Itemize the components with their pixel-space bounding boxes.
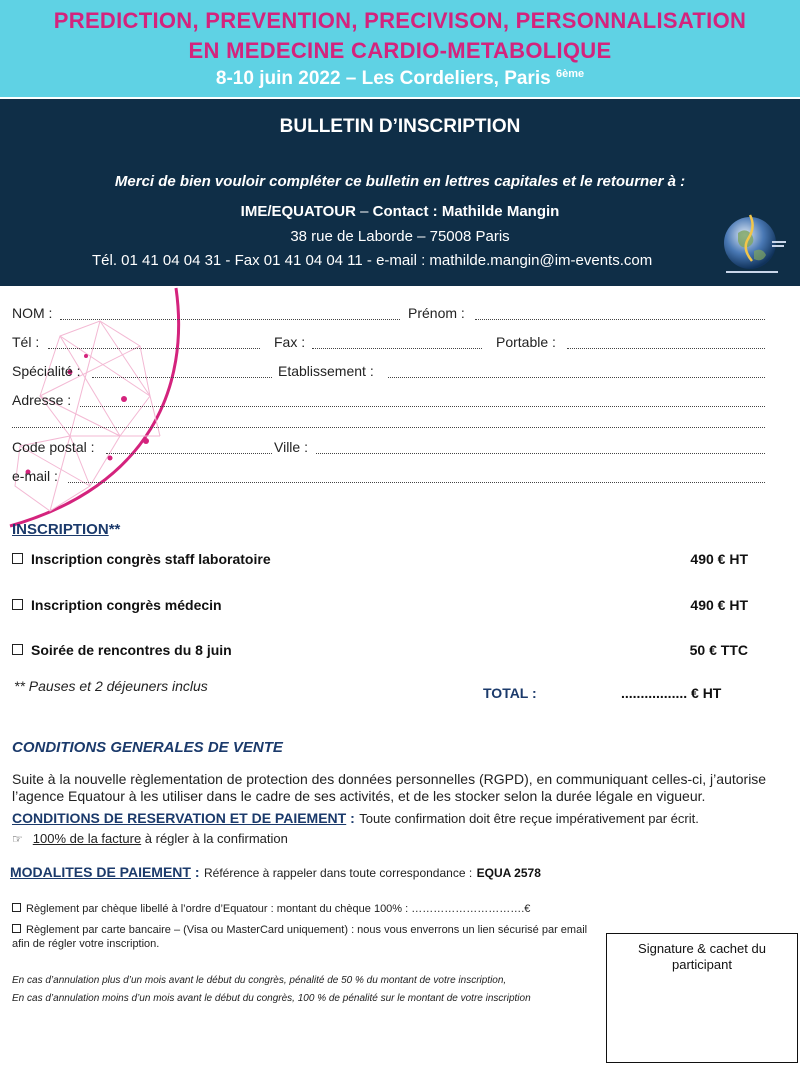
label-specialite: Spécialité : <box>12 363 81 379</box>
edition-sup: 6ème <box>555 68 585 80</box>
modalites-line <box>10 864 541 882</box>
label-fax: Fax : <box>274 334 306 350</box>
cancellation-policy-2: En cas d’annulation moins d’un mois avant le début du congrès, 100 % de pénalité sur le montant de votre inscription <box>12 993 531 1004</box>
total-label: TOTAL : <box>483 685 537 701</box>
contact-name: Contact : Mathilde Mangin <box>372 203 560 220</box>
event-title-line1: PREDICTION, PREVENTION, PRECIVISON, PERSONNALISATION <box>53 8 747 33</box>
field-tel[interactable] <box>48 347 260 349</box>
label-nom: NOM : <box>12 305 53 321</box>
label-adresse: Adresse : <box>12 392 72 408</box>
reservation-bullet <box>12 831 288 846</box>
payment-carte-text: Règlement par carte bancaire – (Visa ou MasterCard uniquement) : nous vous enverrons un lien sécurisé par email afin de régler votre inscription. <box>12 924 588 950</box>
contact-line <box>0 203 800 220</box>
modalites-colon: : <box>190 864 200 880</box>
registration-banner <box>0 99 800 286</box>
reservation-heading: CONDITIONS DE RESERVATION ET DE PAIEMENT <box>12 810 347 826</box>
contact-dash: – <box>355 203 373 220</box>
label-etablissement: Etablissement : <box>278 363 374 379</box>
payment-cheque[interactable] <box>12 903 530 915</box>
label-ville: Ville : <box>274 439 308 455</box>
inscription-heading <box>12 521 120 538</box>
label-code-postal: Code postal : <box>12 439 95 455</box>
checkbox-icon[interactable] <box>12 903 21 912</box>
organizer-name: IME/EQUATOUR <box>240 203 356 220</box>
inscription-heading-suffix: ** <box>108 521 121 538</box>
event-header <box>0 0 800 97</box>
field-email[interactable] <box>68 481 765 483</box>
pointing-hand-icon: ☞ <box>12 832 23 846</box>
event-title-line2: EN MEDECINE CARDIO-METABOLIQUE <box>188 38 612 63</box>
checkbox-icon[interactable] <box>12 924 21 933</box>
bulletin-title: BULLETIN D’INSCRIPTION <box>279 116 521 137</box>
reservation-line <box>12 810 699 828</box>
modalites-ref: EQUA 2578 <box>476 866 541 880</box>
cgv-heading: CONDITIONS GENERALES DE VENTE <box>12 739 283 756</box>
field-specialite[interactable] <box>92 376 272 378</box>
option-soiree[interactable] <box>12 642 232 658</box>
label-tel: Tél : <box>12 334 40 350</box>
cgv-text: Suite à la nouvelle règlementation de protection des données personnelles (RGPD), en communiquant celles-ci, j’autorise l’agence Equatour à les utiliser dans le cadre de ses activités, et de les stocker selon la durée légale en vigueur. <box>12 771 767 804</box>
field-adresse-line2[interactable] <box>12 426 765 428</box>
inscription-heading-text: INSCRIPTION <box>12 521 109 538</box>
globe-logo-icon <box>720 211 788 279</box>
reservation-bullet-underlined: 100% de la facture <box>32 831 142 846</box>
payment-cheque-text: Règlement par chèque libellé à l’ordre d’Equatour : montant du chèque 100% : ………………………….€ <box>26 903 531 915</box>
modalites-heading: MODALITES DE PAIEMENT <box>10 864 191 880</box>
event-date-text: 8-10 juin 2022 – Les Cordeliers, Paris <box>215 68 551 89</box>
option-price: 490 € HT <box>690 597 748 613</box>
checkbox-icon[interactable] <box>12 644 23 655</box>
checkbox-icon[interactable] <box>12 553 23 564</box>
option-price: 490 € HT <box>690 551 748 567</box>
reservation-text: Toute confirmation doit être reçue impérativement par écrit. <box>359 811 699 826</box>
total-value[interactable]: ................. € HT <box>621 685 722 701</box>
field-nom[interactable] <box>60 318 400 320</box>
option-label: Inscription congrès staff laboratoire <box>31 551 271 567</box>
field-ville[interactable] <box>316 452 765 454</box>
option-medecin[interactable] <box>12 597 222 613</box>
label-email: e-mail : <box>12 468 58 484</box>
label-prenom: Prénom : <box>408 305 465 321</box>
modalites-text: Référence à rappeler dans toute correspondance : <box>203 866 473 880</box>
signature-label: Signature & cachet du participant <box>638 941 766 972</box>
label-portable: Portable : <box>496 334 556 350</box>
field-etablissement[interactable] <box>388 376 765 378</box>
field-code-postal[interactable] <box>106 452 272 454</box>
checkbox-icon[interactable] <box>12 599 23 610</box>
event-date-location <box>0 68 800 90</box>
field-fax[interactable] <box>312 347 482 349</box>
cancellation-policy-1: En cas d’annulation plus d’un mois avant le début du congrès, pénalité de 50 % du montant de votre inscription, <box>12 975 507 986</box>
field-portable[interactable] <box>567 347 765 349</box>
option-label: Soirée de rencontres du 8 juin <box>31 642 232 658</box>
phone-email-line: Tél. 01 41 04 04 31 - Fax 01 41 04 04 11 - e-mail : mathilde.mangin@im-events.com <box>92 252 653 269</box>
instruction-message: Merci de bien vouloir compléter ce bulletin en lettres capitales et le retourner à : <box>114 173 686 190</box>
option-label: Inscription congrès médecin <box>31 597 222 613</box>
option-staff-laboratoire[interactable] <box>12 551 271 567</box>
signature-box[interactable] <box>606 933 798 1063</box>
postal-address: 38 rue de Laborde – 75008 Paris <box>290 228 510 245</box>
decorative-network-graphic <box>0 286 190 536</box>
reservation-colon: : <box>346 810 355 826</box>
payment-carte[interactable] <box>12 923 597 951</box>
option-price: 50 € TTC <box>689 642 748 658</box>
field-adresse[interactable] <box>80 405 765 407</box>
reservation-bullet-rest: à régler à la confirmation <box>141 831 288 846</box>
field-prenom[interactable] <box>475 318 765 320</box>
inscription-note: ** Pauses et 2 déjeuners inclus <box>14 678 208 694</box>
